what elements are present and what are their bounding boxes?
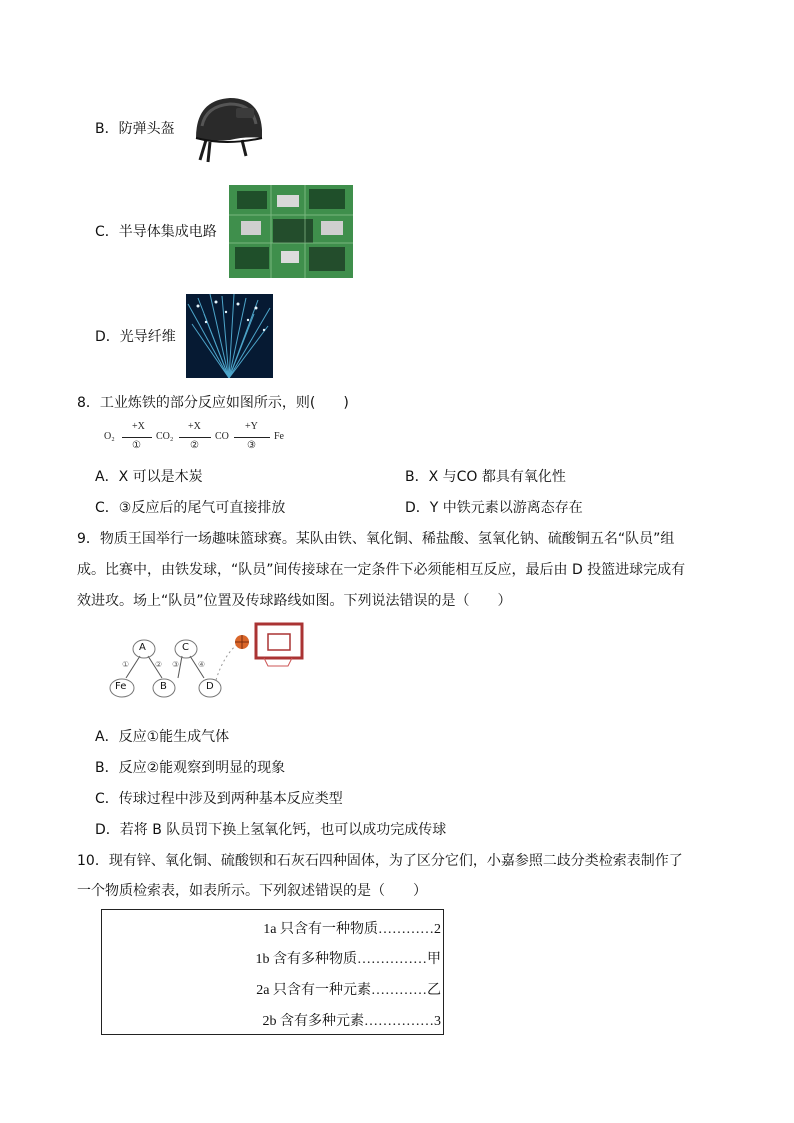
q9-option-b: B．反应②能观察到明显的现象 bbox=[95, 760, 286, 776]
chain-co: CO bbox=[215, 431, 229, 442]
q7-option-c: C．半导体集成电路 bbox=[95, 224, 217, 240]
chain-arrow3-label: +Y bbox=[245, 421, 258, 432]
classification-key-table bbox=[101, 909, 444, 1035]
q9-stem-line3: 效进攻。场上“队员”位置及传球路线如图。下列说法错误的是（ ） bbox=[77, 593, 512, 609]
chain-arrow2 bbox=[179, 437, 211, 438]
q8-option-c: C．③反应后的尾气可直接排放 bbox=[95, 500, 286, 516]
helmet-image bbox=[186, 86, 266, 166]
chain-co2: CO₂ bbox=[156, 431, 174, 442]
key-row-2a: 2a 只含有一种元素…………乙 bbox=[256, 983, 441, 998]
q10-stem-line1: 10．现有锌、氧化铜、硫酸钡和石灰石四种固体，为了区分它们，小嘉参照二歧分类检索表制作了 bbox=[77, 853, 683, 869]
q9-option-d: D．若将 B 队员罚下换上氢氧化钙，也可以成功完成传球 bbox=[95, 822, 447, 838]
q9-option-c: C．传球过程中涉及到两种基本反应类型 bbox=[95, 791, 343, 807]
q9-stem-line2: 成。比赛中，由铁发球，“队员”间传接球在一定条件下必须能相互反应，最后由 D 投篮进球完成有 bbox=[77, 562, 686, 578]
chain-arrow3 bbox=[234, 437, 270, 438]
q8-option-d: D．Y 中铁元素以游离态存在 bbox=[405, 500, 583, 516]
q7-option-d: D．光导纤维 bbox=[95, 329, 176, 345]
node-b-label: B bbox=[160, 681, 167, 692]
chain-o2: O₂ bbox=[104, 431, 115, 442]
circuit-board-image bbox=[229, 185, 353, 278]
chain-n1: ① bbox=[132, 440, 141, 451]
optical-fiber-image bbox=[186, 294, 273, 378]
edge2-label: ② bbox=[155, 660, 163, 669]
chain-n2: ② bbox=[190, 440, 199, 451]
edge3-label: ③ bbox=[172, 660, 180, 669]
pass-lines bbox=[126, 656, 204, 678]
q8-option-a: A．X 可以是木炭 bbox=[95, 469, 203, 485]
edge1-label: ① bbox=[122, 660, 130, 669]
edge4-label: ④ bbox=[198, 660, 206, 669]
q8-stem: 8．工业炼铁的部分反应如图所示，则( ) bbox=[77, 395, 349, 411]
node-d-label: D bbox=[206, 681, 214, 692]
key-row-1a: 1a 只含有一种物质…………2 bbox=[263, 922, 441, 937]
q9-stem-line1: 9．物质王国举行一场趣味篮球赛。某队由铁、氧化铜、稀盐酸、氢氧化钠、硫酸铜五名“队员”组 bbox=[77, 531, 675, 547]
q9-option-a: A．反应①能生成气体 bbox=[95, 729, 230, 745]
q8-option-b: B．X 与CO 都具有氧化性 bbox=[405, 469, 566, 485]
q7-option-b: B．防弹头盔 bbox=[95, 121, 175, 137]
shot-path bbox=[216, 642, 240, 680]
node-fe-label: Fe bbox=[115, 681, 127, 692]
q8-reaction-chain bbox=[104, 421, 304, 457]
q10-stem-line2: 一个物质检索表，如表所示。下列叙述错误的是（ ） bbox=[77, 883, 427, 899]
key-row-2b: 2b 含有多种元素……………3 bbox=[262, 1014, 441, 1029]
chain-arrow2-label: +X bbox=[188, 421, 201, 432]
node-c-label: C bbox=[182, 642, 189, 653]
node-a-label: A bbox=[139, 642, 146, 653]
chain-n3: ③ bbox=[247, 440, 256, 451]
chain-arrow1-label: +X bbox=[132, 421, 145, 432]
q9-diagram bbox=[104, 620, 314, 702]
basket-hoop-icon bbox=[256, 624, 302, 666]
chain-fe: Fe bbox=[274, 431, 284, 442]
key-row-1b: 1b 含有多种物质……………甲 bbox=[255, 952, 441, 967]
chain-arrow1 bbox=[122, 437, 152, 438]
